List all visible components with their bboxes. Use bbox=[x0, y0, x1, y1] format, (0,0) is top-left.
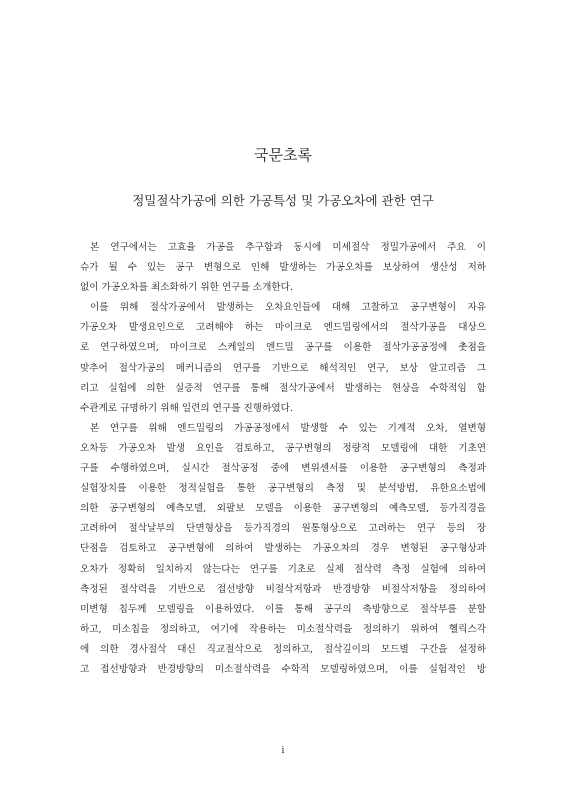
abstract-line: 고 접선방향과 반경방향의 미소절삭력을 수학적 모델링하였으며, 이를 실험적인 방 bbox=[80, 663, 486, 675]
abstract-line: 오차가 정확히 일치하지 않는다는 연구를 기초로 실제 절삭력 측정 실험에 의하여 bbox=[80, 563, 486, 575]
abstract-line: 없이 가공오차를 최소화하기 위한 연구를 소개한다. bbox=[80, 282, 293, 294]
abstract-line: 맞추어 절삭가공의 메커니즘의 연구를 기반으로 해석적인 연구, 보상 알고리즘 그 bbox=[80, 362, 486, 374]
abstract-line: 슈가 될 수 있는 공구 변형으로 인해 발생하는 가공오차를 보상하여 생산성 저하 bbox=[80, 262, 486, 274]
page-number: i bbox=[281, 746, 285, 756]
abstract-line: 미변형 칩두께 모델링을 이용하였다. 이를 통해 공구의 축방향으로 절삭부를 분할 bbox=[80, 603, 486, 615]
abstract-line: 로 연구하였으며, 마이크로 스케일의 엔드밀 공구를 이용한 절삭가공공정에 촛점을 bbox=[80, 342, 486, 354]
abstract-line: 오차등 가공오차 발생 요인을 검토하고, 공구변형의 정량적 모델링에 대한 기초연 bbox=[80, 442, 486, 454]
abstract-line: 리고 실험에 의한 실증적 연구를 통해 절삭가공에서 발생하는 현상을 수학적임 함 bbox=[80, 382, 486, 394]
paper-title: 정밀절삭가공에 의한 가공특성 및 가공오차에 관한 연구 bbox=[132, 193, 434, 208]
abstract-line: 수관계로 규명하기 위해 일련의 연구를 진행하였다. bbox=[80, 402, 293, 414]
abstract-line: 구를 수행하였으며, 실시간 절삭공정 중에 변위센서를 이용한 공구변형의 측정과 bbox=[80, 463, 486, 475]
abstract-line: 에 의한 경사절삭 대신 직교절삭으로 정의하고, 절삭깊이의 모드별 구간을 설정하 bbox=[80, 643, 486, 655]
abstract-line: 본 연구를 위해 엔드밀링의 가공공정에서 발생할 수 있는 기계적 오차, 열변형 bbox=[90, 422, 486, 434]
abstract-line: 가공오차 발생요인으로 고려해야 하는 마이크로 엔드밀링에서의 절삭가공을 대상으 bbox=[80, 322, 486, 334]
abstract-line: 단점을 검토하고 공구변형에 의하여 발생하는 가공오차의 경우 변형된 공구형상과 bbox=[80, 543, 486, 555]
abstract-line: 본 연구에서는 고효율 가공을 추구함과 동시에 미세절삭 정밀가공에서 주요 이 bbox=[90, 242, 486, 253]
section-title: 국문초록 bbox=[254, 146, 312, 164]
abstract-line: 이를 위해 절삭가공에서 발생하는 오차요인들에 대해 고찰하고 공구변형이 자유 bbox=[90, 302, 486, 314]
abstract-line: 실험장치를 이용한 정적실험을 통한 공구변형의 측정 및 분석방법, 유한요소법에 bbox=[80, 483, 486, 495]
abstract-line: 하고, 미소칩을 정의하고, 여기에 작용하는 미소절삭력을 정의하기 위하여 헬릭스각 bbox=[80, 623, 486, 635]
abstract-line: 의한 공구변형의 예측모델, 외팔보 모델을 이용한 공구변형의 예측모델, 등가직경을 bbox=[80, 503, 486, 515]
abstract-body bbox=[80, 238, 486, 680]
abstract-line: 측정된 절삭력을 기반으로 접선방향 비절삭저항과 반경방향 비절삭저항을 정의하여 bbox=[80, 583, 486, 595]
abstract-line: 고려하여 절삭날부의 단면형상을 등가직경의 원통형상으로 고려하는 연구 등의 장 bbox=[80, 523, 486, 535]
